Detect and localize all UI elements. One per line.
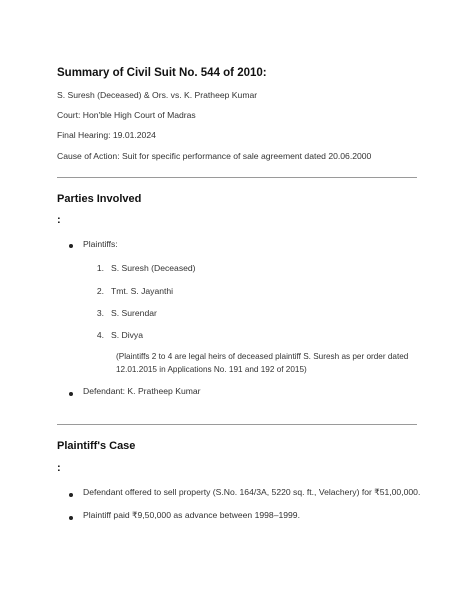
parties-heading: Parties Involved (57, 193, 142, 205)
plaintiff-case-item: Defendant offered to sell property (S.No. 164/3A, 5220 sq. ft., Velachery) for ₹51,00,000. (83, 487, 421, 497)
parties-colon: : (57, 214, 61, 226)
plaintiff-case-colon: : (57, 462, 61, 474)
plaintiff-name: S. Divya (111, 330, 143, 340)
bullet-icon (69, 244, 73, 248)
plaintiff-name: Tmt. S. Jayanthi (111, 286, 174, 296)
plaintiff-number: 2. (96, 286, 104, 296)
section-divider (57, 424, 417, 425)
plaintiff-case-heading: Plaintiff's Case (57, 440, 136, 452)
plaintiff-number: 1. (96, 263, 104, 273)
section-divider (57, 177, 417, 178)
bullet-icon (69, 493, 73, 497)
court-line: Court: Hon'ble High Court of Madras (57, 110, 196, 120)
plaintiff-name: S. Suresh (Deceased) (111, 263, 196, 273)
defendant-line: Defendant: K. Pratheep Kumar (83, 386, 201, 396)
plaintiff-number: 3. (96, 308, 104, 318)
plaintiffs-label: Plaintiffs: (83, 239, 118, 249)
cause-of-action-line: Cause of Action: Suit for specific performance of sale agreement dated 20.06.2000 (57, 151, 372, 161)
bullet-icon (69, 516, 73, 520)
plaintiff-case-item: Plaintiff paid ₹9,50,000 as advance between 1998–1999. (83, 510, 300, 520)
plaintiff-name: S. Surendar (111, 308, 157, 318)
case-parties-line: S. Suresh (Deceased) & Ors. vs. K. Pratheep Kumar (57, 90, 258, 100)
legal-heirs-note (116, 351, 446, 376)
document-title: Summary of Civil Suit No. 544 of 2010: (57, 67, 267, 79)
legal-heirs-note-line: 12.01.2015 in Applications No. 191 and 192 of 2015) (116, 364, 307, 374)
final-hearing-line: Final Hearing: 19.01.2024 (57, 130, 156, 140)
legal-heirs-note-line: (Plaintiffs 2 to 4 are legal heirs of deceased plaintiff S. Suresh as per order dated (116, 352, 409, 361)
bullet-icon (69, 392, 73, 396)
plaintiff-number: 4. (96, 330, 104, 340)
